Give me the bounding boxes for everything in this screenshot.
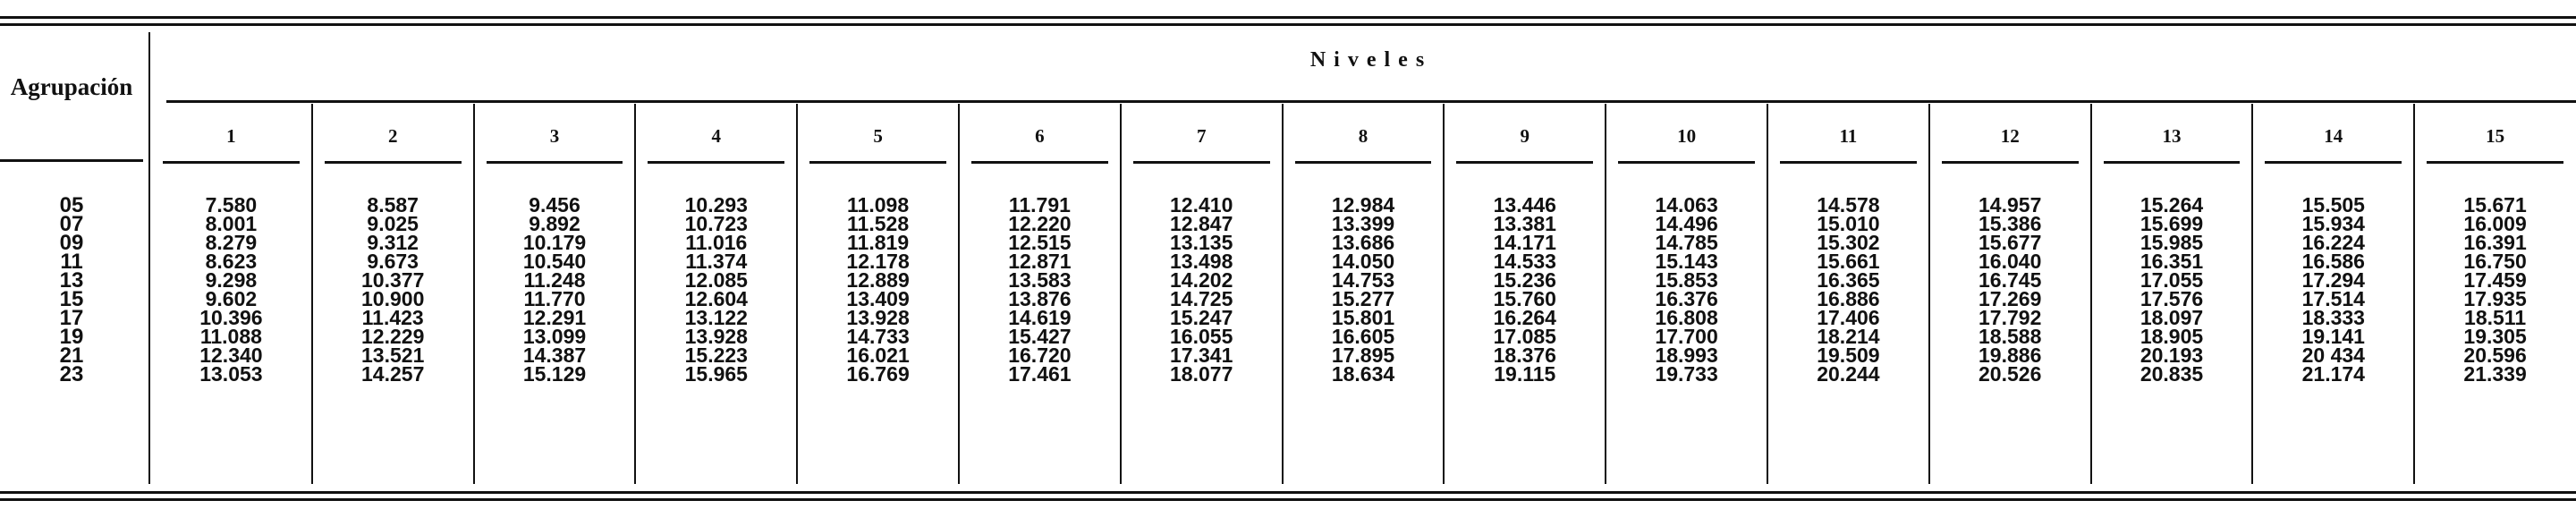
nivel-header-11: 11 (1839, 125, 1858, 147)
table-cell: 9.312 (367, 231, 419, 254)
table-cell: 15.661 (1817, 250, 1880, 273)
nivel-header-underline (325, 161, 462, 164)
table-cell: 13.583 (1008, 268, 1072, 292)
agrupacion-cell: 09 (59, 231, 84, 255)
table-cell: 15.427 (1008, 325, 1072, 348)
table-cell: 10.900 (361, 287, 425, 310)
table-cell: 12.178 (846, 250, 910, 273)
table-cell: 10.377 (361, 268, 425, 292)
table-cell: 14.171 (1493, 231, 1556, 254)
table-cell: 17.055 (2140, 268, 2204, 292)
table-cell: 15.699 (2140, 212, 2204, 235)
table-cell: 12.291 (522, 306, 587, 329)
table-cell: 20.835 (2140, 362, 2204, 386)
nivel-column-12 (1929, 193, 2091, 386)
table-cell: 16.009 (2463, 212, 2527, 235)
table-cell: 15.247 (1170, 306, 1233, 329)
table-cell: 17.406 (1817, 306, 1880, 329)
table-cell: 17.576 (2140, 287, 2204, 310)
table-cell: 16.224 (2301, 231, 2365, 254)
nivel-column-9 (1444, 193, 1606, 386)
table-cell: 13.099 (522, 325, 587, 348)
table-cell: 13.521 (361, 344, 425, 367)
table-cell: 21.174 (2301, 362, 2365, 386)
table-cell: 13.381 (1493, 212, 1556, 235)
nivel-header-9: 9 (1520, 125, 1530, 147)
nivel-header-13: 13 (2162, 125, 2182, 147)
table-cell: 15.264 (2140, 193, 2204, 216)
table-cell: 13.498 (1170, 250, 1233, 273)
table-cell: 15.965 (684, 362, 748, 386)
table-cell: 9.602 (205, 287, 258, 310)
table-cell: 16.365 (1817, 268, 1880, 292)
table-cell: 10.540 (522, 250, 587, 273)
agrupacion-cell: 13 (59, 268, 84, 293)
agrupacion-cell: 17 (59, 306, 84, 330)
table-cell: 16.605 (1331, 325, 1395, 348)
table-cell: 19.509 (1817, 344, 1880, 367)
table-cell: 16.720 (1008, 344, 1072, 367)
table-cell: 12.604 (684, 287, 748, 310)
table-cell: 12.340 (199, 344, 263, 367)
agrupacion-cell: 07 (59, 212, 84, 236)
table-cell: 15.236 (1493, 268, 1556, 292)
nivel-header-3: 3 (549, 125, 560, 147)
nivel-header-12: 12 (2000, 125, 2020, 147)
nivel-header-4: 4 (711, 125, 722, 147)
table-cell: 20.596 (2463, 344, 2527, 367)
table-cell: 16.391 (2463, 231, 2527, 254)
table-cell: 13.928 (684, 325, 748, 348)
table-cell: 18.511 (2464, 306, 2527, 329)
nivel-header-underline (2265, 161, 2402, 164)
table-cell: 11.088 (199, 325, 262, 348)
table-cell: 14.785 (1655, 231, 1718, 254)
table-cell: 11.374 (685, 250, 748, 273)
nivel-column-11 (1767, 193, 1929, 386)
table-cell: 15.010 (1817, 212, 1880, 235)
table-cell: 8.623 (205, 250, 258, 273)
nivel-header-underline (1780, 161, 1917, 164)
agrupacion-cell: 23 (59, 362, 84, 386)
nivel-header-7: 7 (1196, 125, 1207, 147)
niveles-header: Niveles (1309, 48, 1433, 72)
table-cell: 18.634 (1331, 362, 1395, 386)
table-cell: 14.050 (1331, 250, 1395, 273)
table-cell: 9.673 (367, 250, 419, 273)
table-cell: 16.750 (2463, 250, 2527, 273)
table-cell: 8.279 (205, 231, 258, 254)
table-cell: 16.886 (1817, 287, 1880, 310)
nivel-column-7 (1121, 193, 1283, 386)
table-cell: 13.928 (846, 306, 910, 329)
table-cell: 19.886 (1979, 344, 2042, 367)
table-cell: 16.021 (846, 344, 910, 367)
table-cell: 20.526 (1979, 362, 2042, 386)
table-cell: 17.294 (2301, 268, 2365, 292)
nivel-header-underline (1942, 161, 2079, 164)
table-cell: 12.220 (1008, 212, 1072, 235)
table-cell: 17.514 (2301, 287, 2365, 310)
table-cell: 19.115 (1494, 362, 1556, 386)
nivel-header-underline (648, 161, 784, 164)
table-cell: 18.905 (2140, 325, 2204, 348)
table-cell: 13.122 (684, 306, 748, 329)
table-cell: 15.934 (2301, 212, 2365, 235)
table-cell: 15.302 (1817, 231, 1880, 254)
table-cell: 13.053 (199, 362, 263, 386)
nivel-header-2: 2 (387, 125, 398, 147)
table-cell: 13.686 (1331, 231, 1395, 254)
table-cell: 14.733 (846, 325, 910, 348)
table-cell: 16.808 (1655, 306, 1718, 329)
table-cell: 18.588 (1979, 325, 2042, 348)
nivel-header-underline (971, 161, 1108, 164)
bottom-double-rule-2 (0, 498, 2576, 501)
table-cell: 14.578 (1817, 193, 1880, 216)
table-cell: 9.892 (529, 212, 580, 235)
table-cell: 15.143 (1655, 250, 1718, 273)
table-cell: 11.098 (847, 193, 910, 216)
table-cell: 16.264 (1493, 306, 1556, 329)
nivel-column-15 (2414, 193, 2576, 386)
nivel-column-5 (797, 193, 959, 386)
agrupacion-cell: 11 (60, 250, 83, 274)
table-cell: 11.770 (523, 287, 586, 310)
table-cell: 14.202 (1170, 268, 1233, 292)
table-cell: 15.853 (1655, 268, 1718, 292)
table-cell: 14.257 (361, 362, 425, 386)
table-cell: 20.193 (2140, 344, 2204, 367)
table-cell: 18.077 (1170, 362, 1233, 386)
bottom-double-rule-1 (0, 491, 2576, 494)
table-cell: 15.760 (1493, 287, 1556, 310)
top-double-rule-1 (0, 16, 2576, 19)
table-cell: 19.305 (2463, 325, 2527, 348)
niveles-rule (166, 100, 2576, 103)
nivel-header-underline (1133, 161, 1270, 164)
table-cell: 18.097 (2140, 306, 2204, 329)
nivel-header-1: 1 (226, 125, 236, 147)
agrupacion-underline (0, 159, 143, 162)
table-cell: 18.993 (1655, 344, 1718, 367)
table-cell: 12.871 (1008, 250, 1072, 273)
table-cell: 13.409 (846, 287, 910, 310)
table-cell: 20 434 (2301, 344, 2365, 367)
nivel-column-8 (1283, 193, 1445, 386)
table-cell: 16.351 (2140, 250, 2204, 273)
nivel-column-4 (635, 193, 797, 386)
table-cell: 8.587 (367, 193, 419, 216)
table-cell: 12.515 (1008, 231, 1072, 254)
table-cell: 18.333 (2301, 306, 2365, 329)
table-cell: 16.745 (1979, 268, 2042, 292)
table-cell: 20.244 (1817, 362, 1880, 386)
table-cell: 14.619 (1008, 306, 1072, 329)
table-cell: 12.847 (1170, 212, 1233, 235)
nivel-column-3 (474, 193, 636, 386)
table-cell: 17.459 (2463, 268, 2527, 292)
nivel-column-2 (312, 193, 474, 386)
table-cell: 16.040 (1979, 250, 2042, 273)
table-cell: 17.269 (1979, 287, 2042, 310)
table-cell: 12.229 (361, 325, 425, 348)
table-cell: 9.456 (529, 193, 580, 216)
agrupacion-cell: 15 (59, 287, 84, 311)
table-cell: 15.505 (2301, 193, 2365, 216)
nivel-header-5: 5 (873, 125, 883, 147)
nivel-header-15: 15 (2486, 125, 2505, 147)
table-cell: 19.141 (2301, 325, 2365, 348)
table-cell: 7.580 (205, 193, 258, 216)
table-cell: 9.025 (367, 212, 419, 235)
agrupacion-header: Agrupación (10, 73, 133, 100)
table-cell: 16.769 (846, 362, 910, 386)
table-cell: 18.376 (1493, 344, 1556, 367)
table-cell: 14.533 (1493, 250, 1556, 273)
nivel-header-underline (809, 161, 946, 164)
table-cell: 12.085 (684, 268, 748, 292)
nivel-header-underline (487, 161, 623, 164)
agrupacion-column (0, 193, 143, 386)
nivel-header-underline (1456, 161, 1593, 164)
table-cell: 14.063 (1655, 193, 1718, 216)
table-cell: 17.792 (1979, 306, 2042, 329)
table-cell: 17.341 (1170, 344, 1233, 367)
nivel-header-underline (163, 161, 300, 164)
nivel-header-underline (1618, 161, 1755, 164)
nivel-column-14 (2252, 193, 2414, 386)
table-cell: 14.957 (1979, 193, 2042, 216)
table-cell: 11.423 (361, 306, 424, 329)
table-cell: 12.410 (1170, 193, 1233, 216)
nivel-header-8: 8 (1358, 125, 1368, 147)
table-cell: 11.819 (847, 231, 910, 254)
table-cell: 10.723 (684, 212, 748, 235)
table-cell: 15.386 (1979, 212, 2042, 235)
table-cell: 13.135 (1170, 231, 1233, 254)
table-cell: 11.791 (1008, 193, 1071, 216)
table-cell: 11.248 (523, 268, 586, 292)
nivel-column-10 (1606, 193, 1767, 386)
table-cell: 17.461 (1008, 362, 1072, 386)
table-cell: 16.586 (2301, 250, 2365, 273)
nivel-header-underline (1295, 161, 1432, 164)
table-cell: 18.214 (1817, 325, 1880, 348)
table-cell: 13.446 (1493, 193, 1556, 216)
agrupacion-cell: 05 (59, 193, 84, 217)
agrupacion-cell: 19 (59, 325, 84, 349)
table-cell: 15.801 (1331, 306, 1395, 329)
table-cell: 13.399 (1331, 212, 1395, 235)
table-cell: 15.677 (1979, 231, 2042, 254)
nivel-header-6: 6 (1035, 125, 1045, 147)
top-double-rule-2 (0, 23, 2576, 26)
table-cell: 14.725 (1170, 287, 1233, 310)
nivel-column-6 (959, 193, 1121, 386)
table-cell: 10.293 (684, 193, 748, 216)
table-cell: 17.085 (1493, 325, 1556, 348)
nivel-column-13 (2091, 193, 2253, 386)
table-cell: 11.016 (685, 231, 748, 254)
table-cell: 15.129 (522, 362, 587, 386)
table-cell: 10.179 (522, 231, 587, 254)
table-cell: 12.984 (1331, 193, 1395, 216)
table-cell: 21.339 (2463, 362, 2527, 386)
table-cell: 10.396 (199, 306, 263, 329)
table-cell: 16.055 (1170, 325, 1233, 348)
table-cell: 14.753 (1331, 268, 1395, 292)
table-cell: 14.387 (522, 344, 587, 367)
table-cell: 9.298 (205, 268, 258, 292)
table-cell: 19.733 (1655, 362, 1718, 386)
table-cell: 12.889 (846, 268, 910, 292)
nivel-header-14: 14 (2324, 125, 2343, 147)
table-cell: 16.376 (1655, 287, 1718, 310)
table-cell: 14.496 (1655, 212, 1718, 235)
nivel-header-underline (2104, 161, 2241, 164)
table-cell: 15.671 (2463, 193, 2527, 216)
table-cell: 8.001 (205, 212, 258, 235)
table-cell: 15.277 (1331, 287, 1395, 310)
nivel-header-underline (2427, 161, 2563, 164)
table-cell: 13.876 (1008, 287, 1072, 310)
table-cell: 15.985 (2140, 231, 2204, 254)
table-cell: 15.223 (684, 344, 748, 367)
agrupacion-cell: 21 (59, 344, 84, 368)
table-cell: 11.528 (847, 212, 910, 235)
table-cell: 17.700 (1655, 325, 1718, 348)
table-cell: 17.895 (1331, 344, 1395, 367)
nivel-header-10: 10 (1677, 125, 1697, 147)
nivel-column-1 (150, 193, 312, 386)
table-cell: 17.935 (2463, 287, 2527, 310)
